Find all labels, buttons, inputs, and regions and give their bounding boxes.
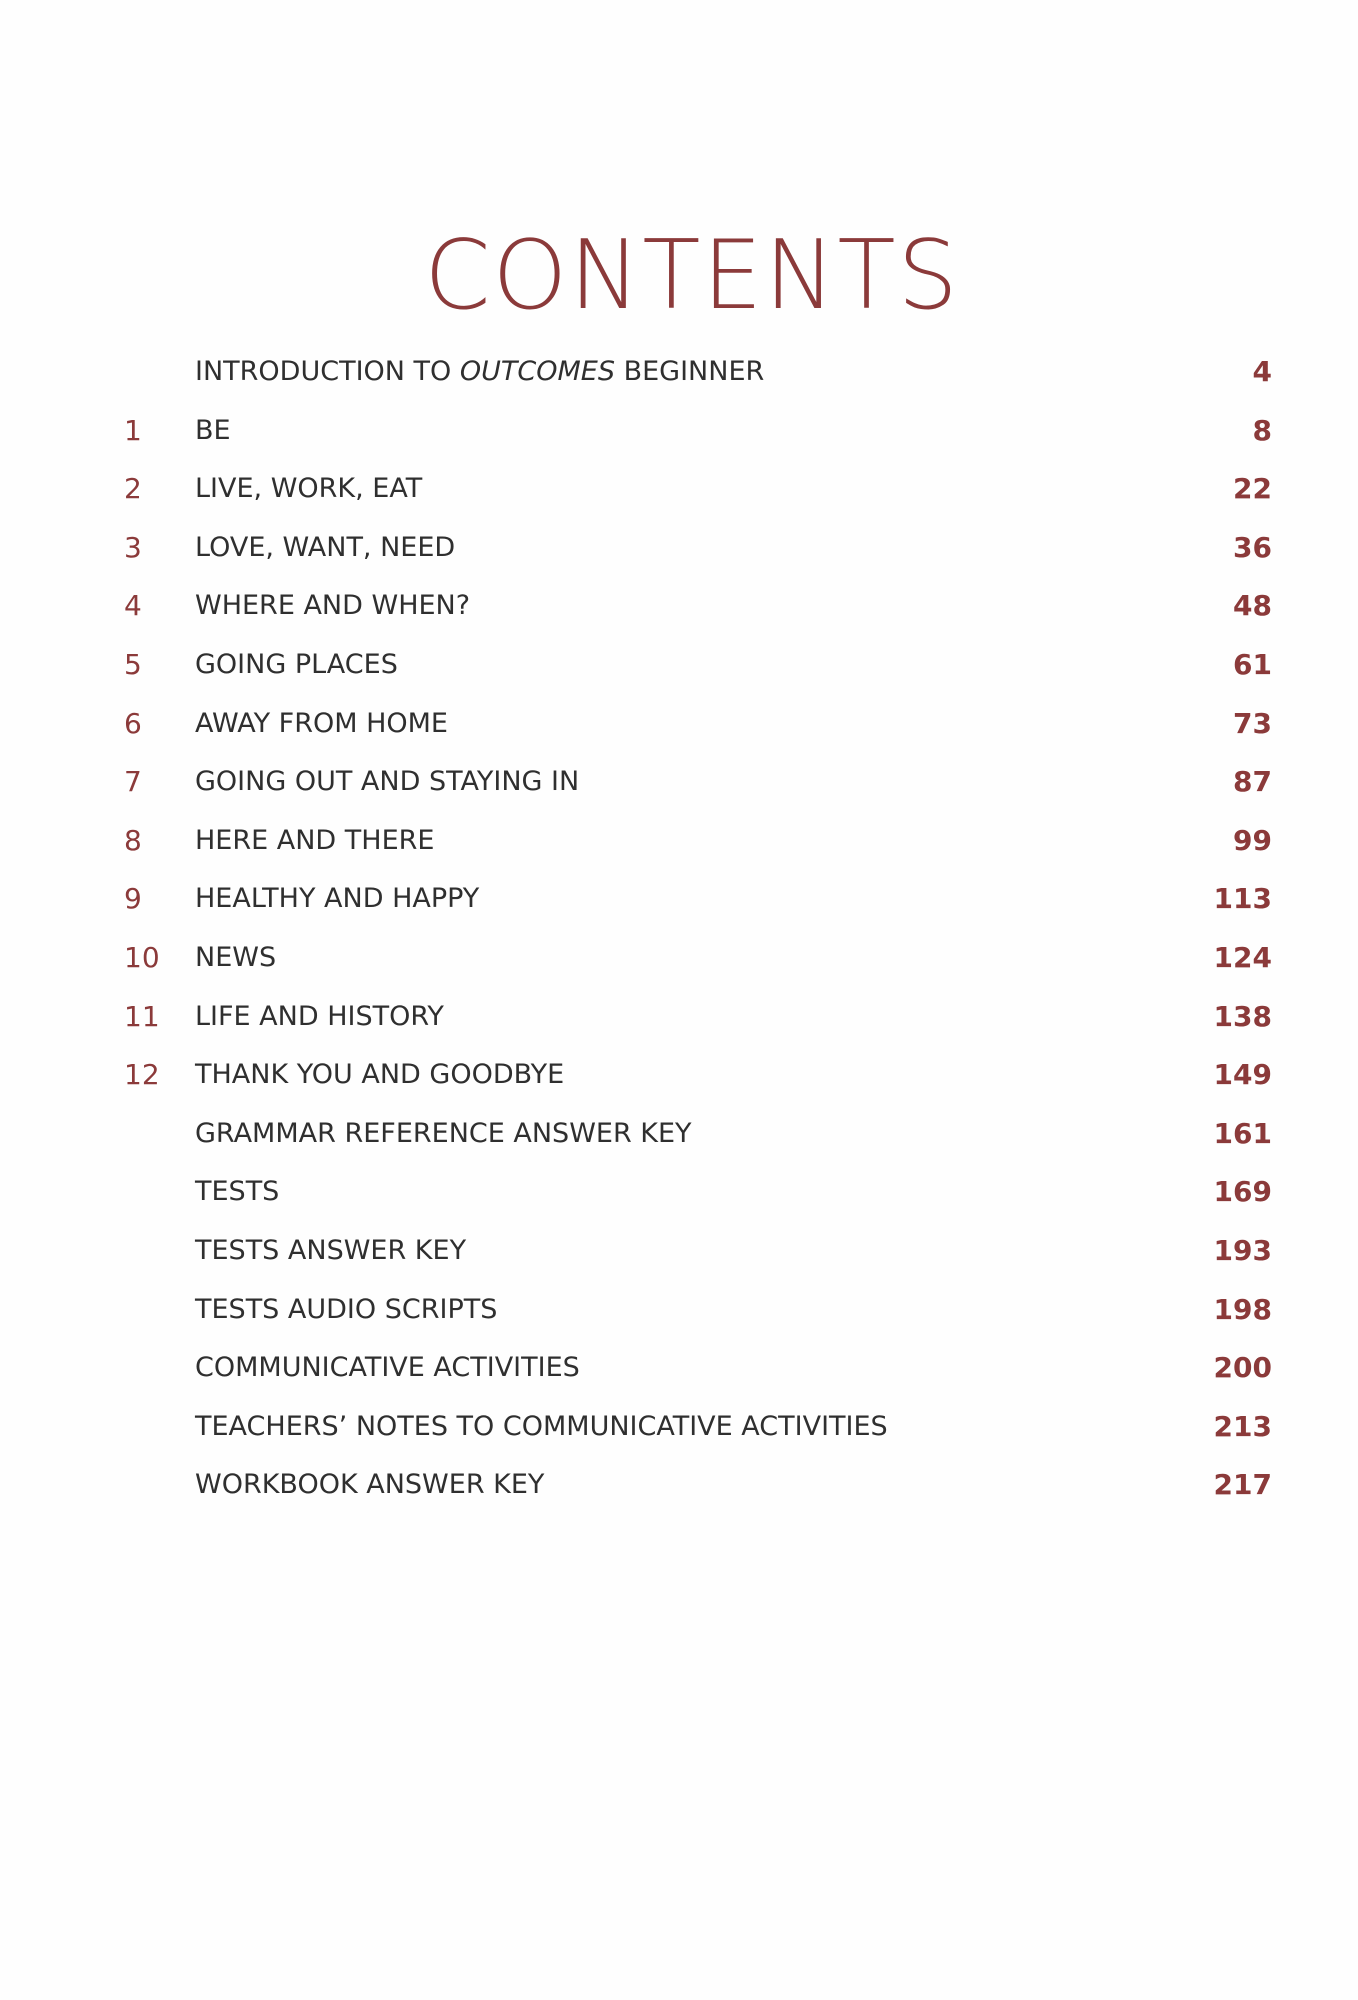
toc-row[interactable]	[0, 524, 1358, 583]
toc-row-page: 213	[1213, 1409, 1272, 1443]
toc-row-number: 4	[124, 589, 142, 623]
toc-row-page: 161	[1213, 1116, 1272, 1150]
toc-row-label: HEALTHY AND HAPPY	[195, 883, 480, 915]
table-of-contents	[0, 348, 1358, 1520]
toc-row[interactable]	[0, 1051, 1358, 1110]
toc-row-page: 22	[1233, 472, 1272, 506]
toc-row-label: COMMUNICATIVE ACTIVITIES	[195, 1352, 580, 1384]
toc-row-intro[interactable]	[0, 348, 1358, 407]
toc-row-page: 193	[1213, 1233, 1272, 1267]
toc-row[interactable]	[0, 1403, 1358, 1462]
toc-row[interactable]	[0, 875, 1358, 934]
toc-row-number: 6	[124, 706, 142, 740]
toc-row-number: 7	[124, 765, 142, 799]
toc-row-label: AWAY FROM HOME	[195, 707, 448, 739]
toc-row-label: GRAMMAR REFERENCE ANSWER KEY	[195, 1117, 692, 1149]
toc-row-number: 9	[124, 882, 142, 916]
toc-row-label: THANK YOU AND GOODBYE	[195, 1059, 565, 1091]
toc-row-number: 3	[124, 530, 142, 564]
toc-row-page: 73	[1233, 706, 1272, 740]
toc-row-page: 198	[1213, 1292, 1272, 1326]
toc-row-page: 87	[1233, 765, 1272, 799]
toc-row-page: 36	[1233, 530, 1272, 564]
toc-row-number: 8	[124, 823, 142, 857]
toc-row-label: GOING OUT AND STAYING IN	[195, 766, 580, 798]
toc-row-page: 61	[1233, 647, 1272, 681]
intro-suffix: BEGINNER	[615, 356, 765, 387]
toc-row-page: 200	[1213, 1351, 1272, 1385]
toc-row-label: TESTS ANSWER KEY	[195, 1234, 467, 1266]
toc-row[interactable]	[0, 582, 1358, 641]
toc-row-label: TESTS AUDIO SCRIPTS	[195, 1293, 498, 1325]
toc-row[interactable]	[0, 465, 1358, 524]
toc-row[interactable]	[0, 817, 1358, 876]
toc-row-label: HERE AND THERE	[195, 824, 435, 856]
toc-row[interactable]	[0, 1344, 1358, 1403]
toc-row-number: 11	[124, 999, 160, 1033]
toc-row-page: 99	[1233, 823, 1272, 857]
toc-row-page: 138	[1213, 999, 1272, 1033]
toc-row-label: BE	[195, 414, 231, 446]
page-title: CONTENTS	[424, 220, 960, 331]
toc-row-label: LIFE AND HISTORY	[195, 1000, 444, 1032]
toc-row[interactable]	[0, 1286, 1358, 1345]
toc-row-label	[195, 348, 1095, 396]
toc-row[interactable]	[0, 1168, 1358, 1227]
toc-row[interactable]	[0, 758, 1358, 817]
toc-row-label: TESTS	[195, 1176, 280, 1208]
toc-row-page: 48	[1233, 589, 1272, 623]
toc-row[interactable]	[0, 1110, 1358, 1169]
toc-row-number: 10	[124, 940, 160, 974]
toc-row-number: 2	[124, 472, 142, 506]
toc-row-number: 12	[124, 1058, 160, 1092]
toc-row-page: 217	[1213, 1468, 1272, 1502]
toc-row-label: TEACHERS’ NOTES TO COMMUNICATIVE ACTIVITIES	[195, 1410, 888, 1442]
toc-row-label: NEWS	[195, 941, 277, 973]
toc-row[interactable]	[0, 700, 1358, 759]
toc-row-page: 169	[1213, 1175, 1272, 1209]
toc-row[interactable]	[0, 993, 1358, 1052]
toc-row[interactable]	[0, 934, 1358, 993]
toc-row-number: 5	[124, 647, 142, 681]
toc-row-label: GOING PLACES	[195, 648, 398, 680]
toc-row-number: 1	[124, 413, 142, 447]
toc-row[interactable]	[0, 407, 1358, 466]
toc-row[interactable]	[0, 641, 1358, 700]
toc-row-page: 4	[1252, 355, 1272, 388]
toc-row-label: WHERE AND WHEN?	[195, 590, 471, 622]
toc-row-page: 149	[1213, 1058, 1272, 1092]
intro-emphasis: OUTCOMES	[459, 356, 615, 387]
toc-row[interactable]	[0, 1461, 1358, 1520]
toc-row[interactable]	[0, 1227, 1358, 1286]
toc-row-page: 113	[1213, 882, 1272, 916]
toc-row-label: LIVE, WORK, EAT	[195, 473, 423, 505]
toc-row-label: LOVE, WANT, NEED	[195, 531, 456, 563]
toc-row-page: 124	[1213, 940, 1272, 974]
toc-row-label: WORKBOOK ANSWER KEY	[195, 1469, 545, 1501]
toc-row-page: 8	[1252, 413, 1272, 447]
intro-prefix: INTRODUCTION TO	[195, 356, 460, 387]
